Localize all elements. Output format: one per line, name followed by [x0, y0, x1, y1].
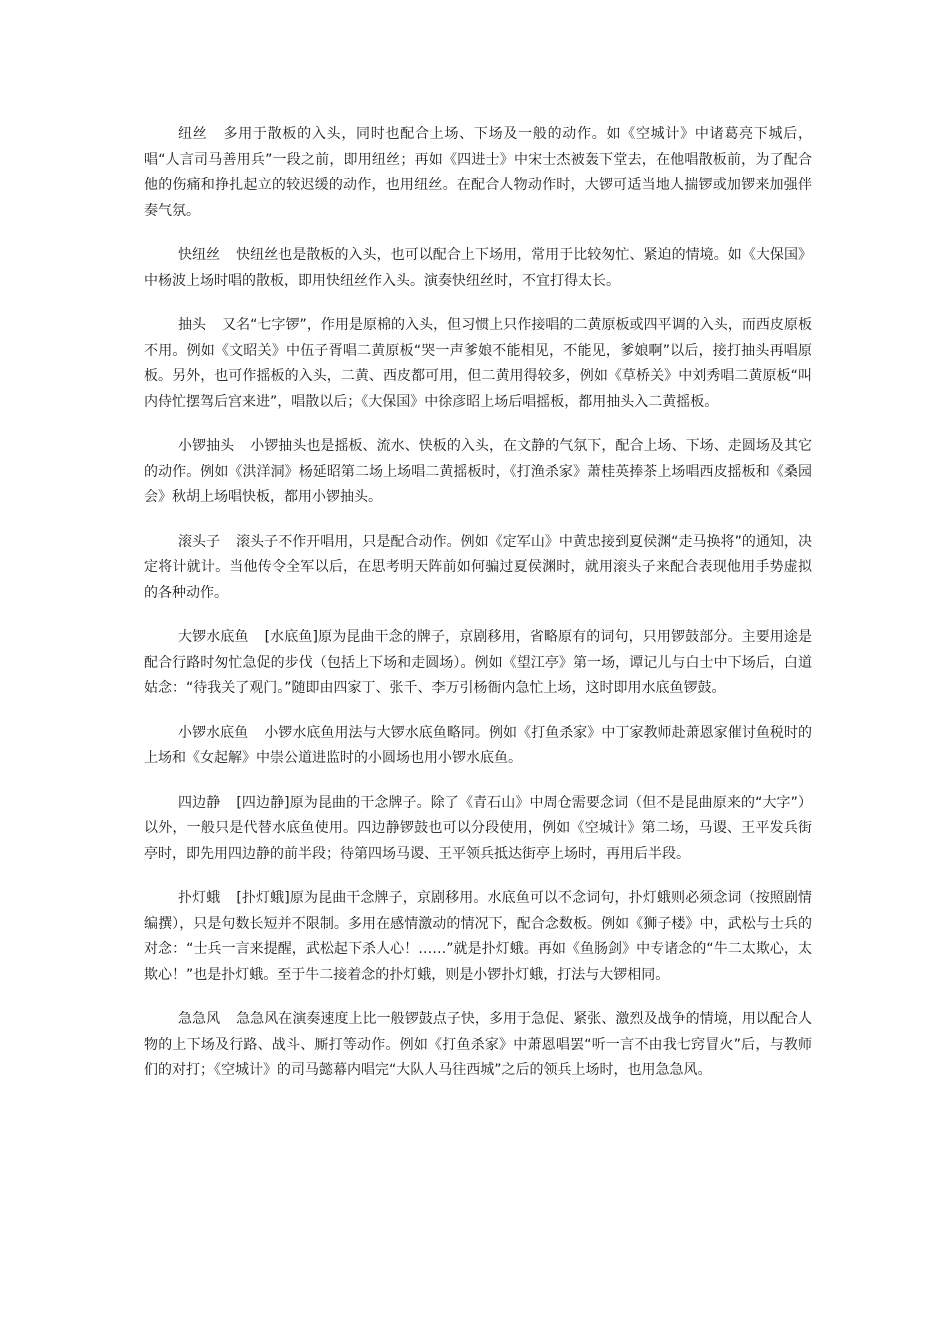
- entry-text: 滚头子不作开唱用，只是配合动作。例如《定军山》中黄忠接到夏侯渊“走马换将”的通知，决定将计就计。当他传令全军以后，在思考明天阵前如何骗过夏侯渊时，就用滚头子来配合表现他用手势虚拟的各种动作。: [144, 533, 812, 601]
- entry-term: 滚头子: [178, 533, 221, 550]
- entry-choutou: [144, 313, 812, 415]
- entry-term: 纽丝: [178, 126, 208, 142]
- entry-niusi: [144, 122, 812, 224]
- entry-term: 四边静: [178, 794, 221, 811]
- entry-term: 扑灯蛾: [178, 890, 221, 906]
- entry-text: 急急风在演奏速度上比一般锣鼓点子快，多用于急促、紧张、激烈及战争的情境，用以配合人物的上下场及行路、战斗、厮打等动作。例如《打鱼杀家》中萧恩唱罢“听一言不由我七窍冒火”后，与教师们的对打；《空城计》的司马懿幕内唱完“大队人马往西城”之后的领兵上场时，也用急急风。: [144, 1011, 812, 1078]
- entry-jijifeng: [144, 1007, 812, 1084]
- entry-text: 多用于散板的入头，同时也配合上场、下场及一般的动作。如《空城计》中诸葛亮下城后，唱“人言司马善用兵”一段之前，即用纽丝；再如《四进士》中宋士杰被轰下堂去，在他唱散板前，为了配合他的伤痛和挣扎起立的较迟缓的动作，也用纽丝。在配合人物动作时，大锣可适当地人揣锣或加锣来加强伴奏气氛。: [144, 126, 813, 219]
- entry-text: 小锣水底鱼用法与大锣水底鱼略同。例如《打鱼杀家》中丁家教师赴萧恩家催讨鱼税时的上场和《女起解》中崇公道进监时的小圆场也用小锣水底鱼。: [144, 724, 812, 766]
- entry-term: 急急风: [178, 1011, 221, 1027]
- entry-daluo-shuidiyu: [144, 625, 812, 702]
- entry-xiaoluo-shuidiyu: [144, 721, 812, 772]
- entry-term: 小锣抽头: [178, 438, 235, 454]
- entry-term: 大锣水底鱼: [178, 629, 249, 645]
- entry-xiaoluo-choutou: [144, 434, 812, 511]
- document-body: [144, 122, 812, 1103]
- entry-term: 抽头: [178, 317, 207, 333]
- entry-text: [扑灯蛾]原为昆曲干念牌子，京剧移用。水底鱼可以不念词句，扑灯蛾则必须念词（按照剧情编撰），只是句数长短并不限制。多用在感情激动的情况下，配合念数板。例如《狮子楼》中，武松与士兵的对念：“士兵一言来提醒，武松起下杀人心！……”就是扑灯蛾。再如《鱼肠剑》中专诸念的“牛二太欺心，太欺心！”也是扑灯蛾。至于牛二接着念的扑灯蛾，则是小锣扑灯蛾，打法与大锣相同。: [144, 890, 813, 983]
- entry-text: [四边静]原为昆曲的干念牌子。除了《青石山》中周仓需要念词（但不是昆曲原来的“大字”）以外，一般只是代替水底鱼使用。四边静锣鼓也可以分段使用，例如《空城计》第二场，马谡、王平发兵街亭时，即先用四边静的前半段；待第四场马谡、王平领兵抵达街亭上场时，再用后半段。: [144, 794, 812, 862]
- entry-guntouzi: [144, 530, 812, 607]
- entry-text: [水底鱼]原为昆曲干念的牌子，京剧移用，省略原有的词句，只用锣鼓部分。主要用途是配合行路时匆忙急促的步伐（包括上下场和走圆场）。例如《望江亭》第一场，谭记儿与白士中下场后，白道姑念：“待我关了观门。”随即由四家丁、张千、李万引杨衙内急忙上场，这时即用水底鱼锣鼓。: [144, 629, 813, 696]
- entry-text: 小锣抽头也是摇板、流水、快板的入头，在文静的气氛下，配合上场、下场、走圆场及其它的动作。例如《洪洋洞》杨延昭第二场上场唱二黄摇板时，《打渔杀家》萧桂英捧茶上场唱西皮摇板和《桑园会》秋胡上场唱快板，都用小锣抽头。: [144, 438, 812, 505]
- entry-text: 又名“七字锣”，作用是原棉的入头，但习惯上只作接唱的二黄原板或四平调的入头，而西皮原板不用。例如《文昭关》中伍子胥唱二黄原板“哭一声爹娘不能相见，不能见，爹娘啊”以后，接打抽头再唱原板。另外，也可作摇板的入头，二黄、西皮都可用，但二黄用得较多，例如《草桥关》中刘秀唱二黄原板“叫内侍忙摆驾后宫来进”，唱散以后；《大保国》中徐彦昭上场后唱摇板，都用抽头入二黄摇板。: [144, 317, 812, 410]
- entry-pudenge: [144, 886, 812, 988]
- entry-term: 小锣水底鱼: [178, 724, 249, 741]
- entry-text: 快纽丝也是散板的入头，也可以配合上下场用，常用于比较匆忙、紧迫的情境。如《大保国》中杨波上场时唱的散板，即用快纽丝作入头。演奏快纽丝时，不宜打得太长。: [144, 247, 812, 289]
- entry-term: 快纽丝: [178, 247, 221, 263]
- entry-sibianjing: [144, 791, 812, 868]
- entry-kuai-niusi: [144, 243, 812, 294]
